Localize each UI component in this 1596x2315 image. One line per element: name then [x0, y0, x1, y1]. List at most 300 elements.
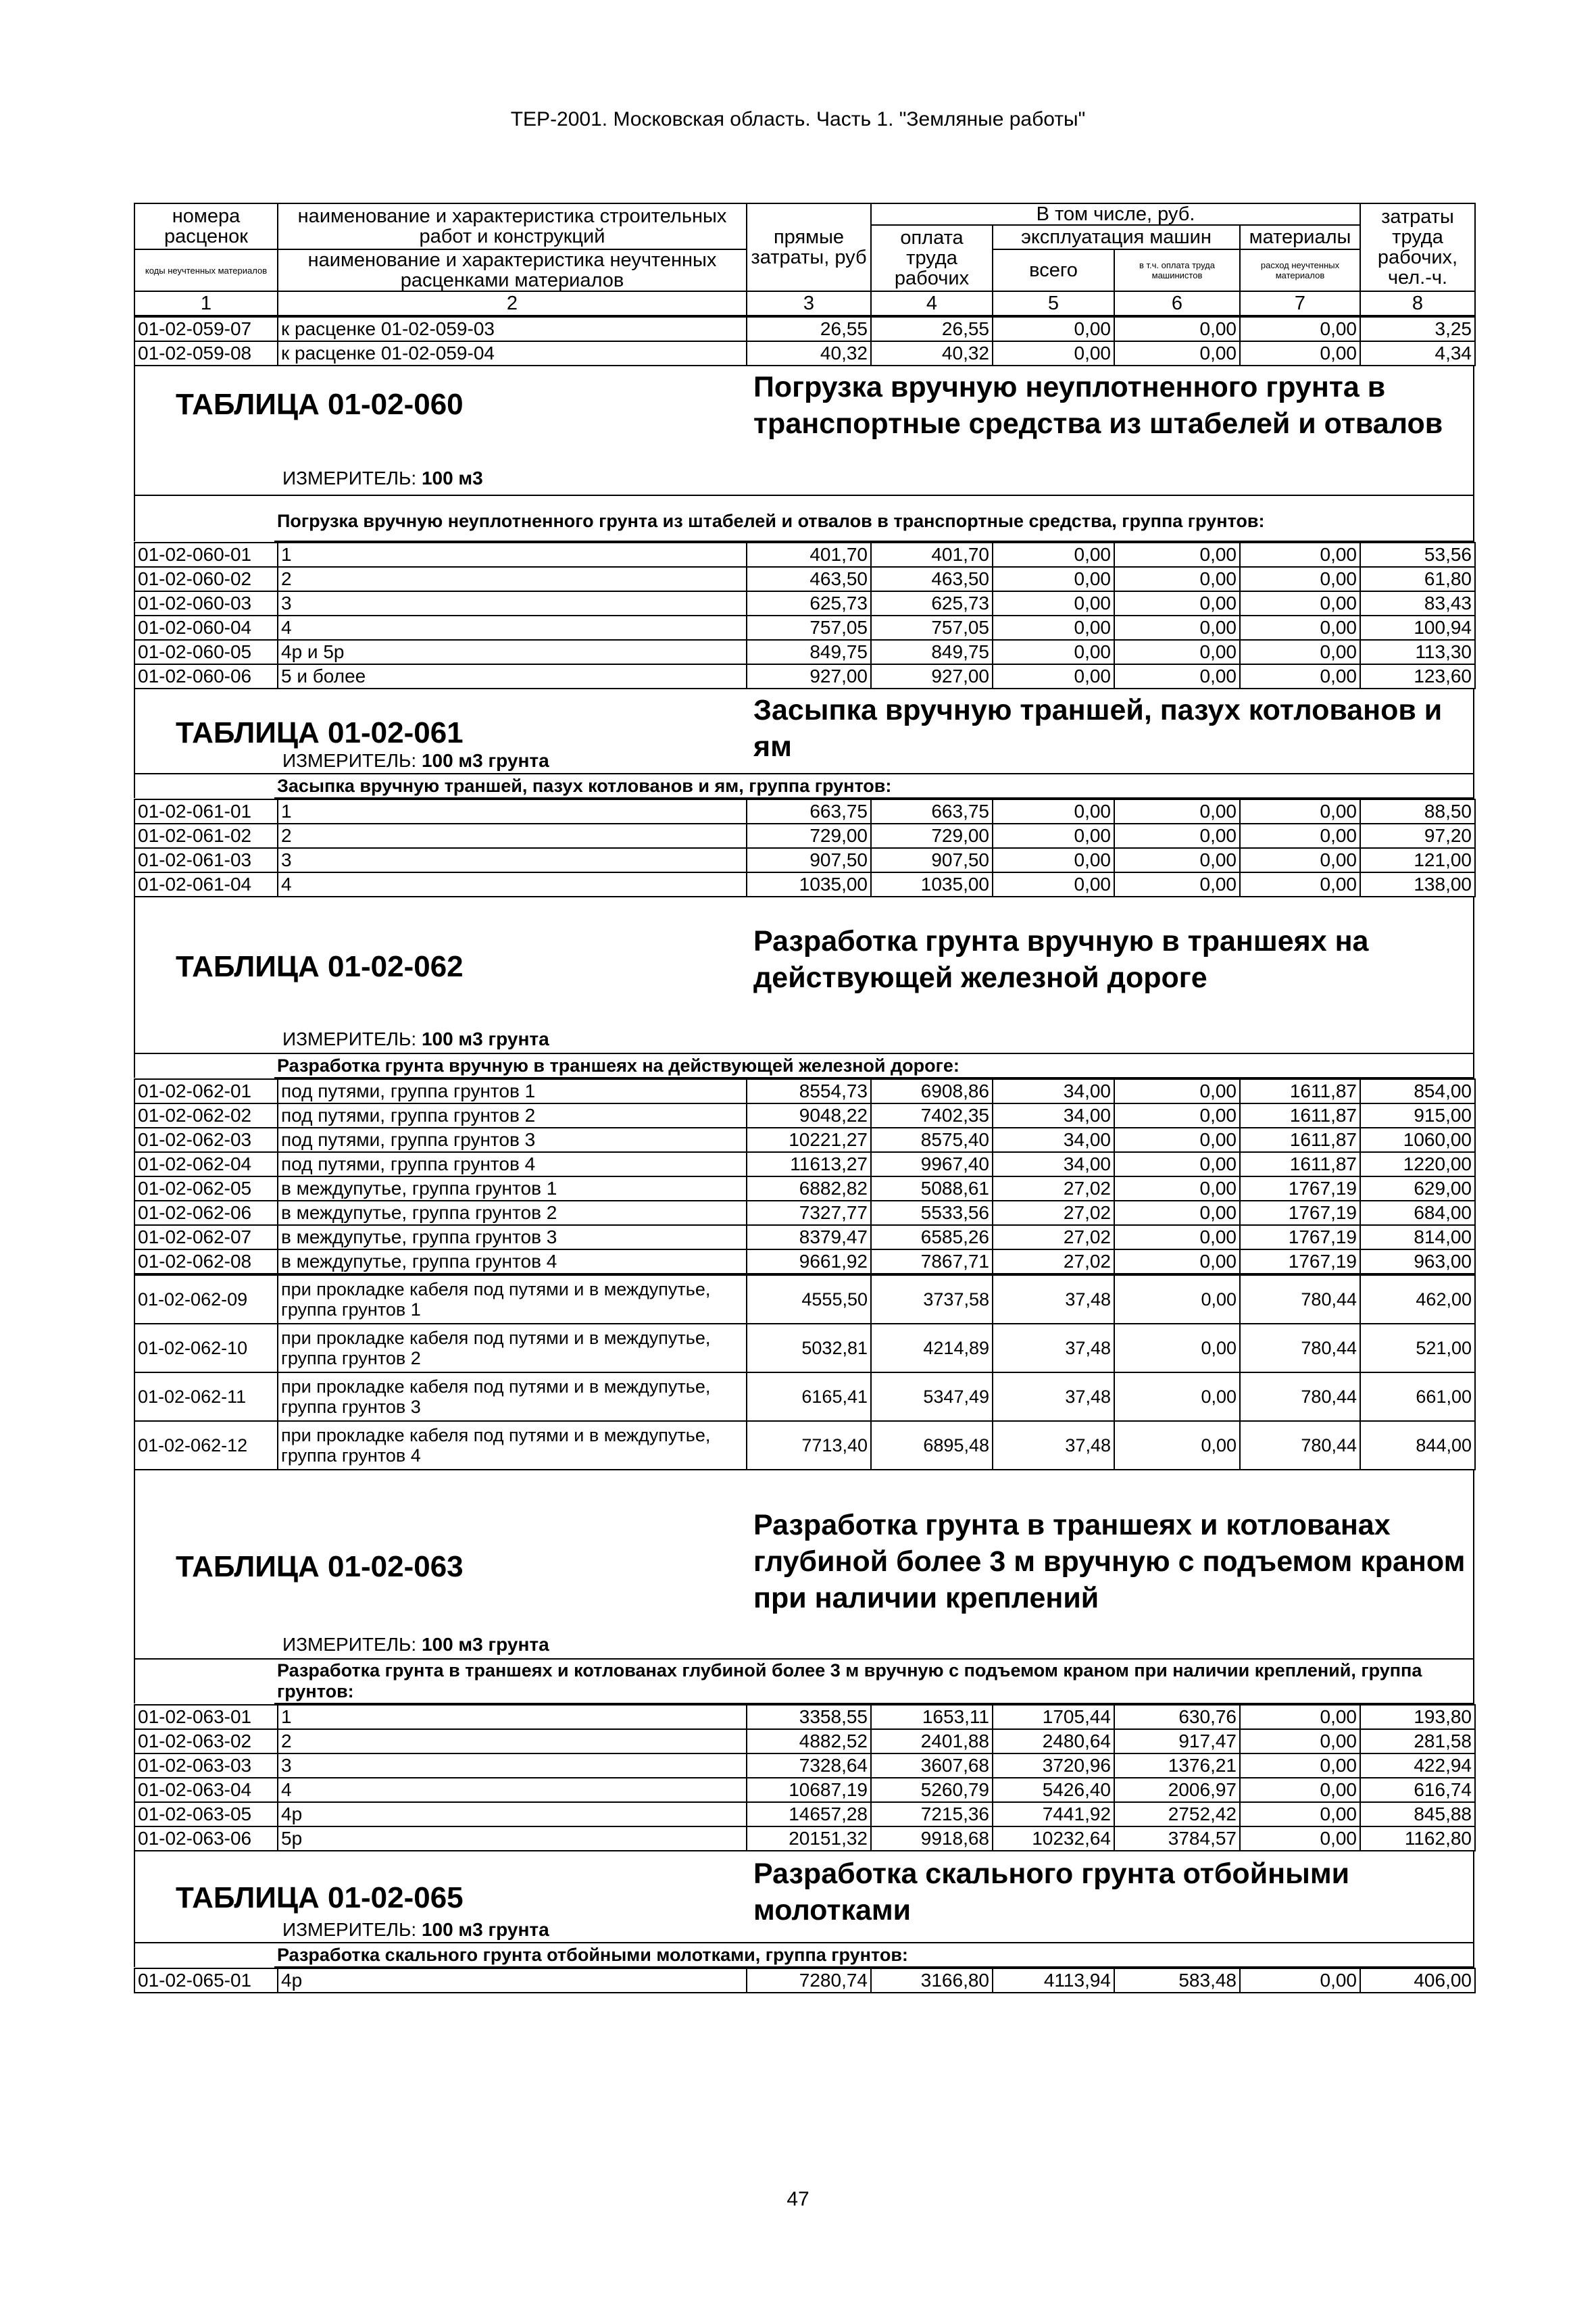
rate-value-6: 0,00: [1114, 1275, 1240, 1324]
rate-value-3: 8554,73: [747, 1079, 871, 1103]
rate-value-4: 2401,88: [871, 1729, 993, 1753]
rate-value-5: 34,00: [993, 1103, 1114, 1128]
table-row: [134, 824, 1475, 848]
rate-value-3: 7280,74: [747, 1968, 871, 1993]
rate-code: 01-02-065-01: [134, 1968, 278, 1993]
rate-value-8: 462,00: [1360, 1275, 1475, 1324]
rate-description: 4: [278, 1778, 747, 1802]
rate-code: 01-02-063-03: [134, 1753, 278, 1778]
header-col6: в т.ч. оплата труда машинистов: [1114, 249, 1240, 291]
rate-code: 01-02-062-02: [134, 1103, 278, 1128]
table-062-rows: [134, 1078, 1476, 1274]
rate-value-5: 0,00: [993, 640, 1114, 664]
rate-value-8: 963,00: [1360, 1249, 1475, 1274]
rate-description: 3: [278, 591, 747, 616]
rate-value-4: 5088,61: [871, 1176, 993, 1201]
rate-description: к расценке 01-02-059-03: [278, 317, 747, 341]
header-col1b: коды неучтенных материалов: [134, 249, 278, 291]
table-row: [134, 1201, 1475, 1225]
rate-value-3: 5032,81: [747, 1324, 871, 1372]
table-060-heading: [134, 366, 1474, 495]
rate-value-8: 616,74: [1360, 1778, 1475, 1802]
page-title: ТЕР-2001. Московская область. Часть 1. "Земляные работы": [510, 108, 1086, 130]
header-col1a: номера расценок: [134, 203, 278, 249]
rate-code: 01-02-062-04: [134, 1152, 278, 1176]
rate-value-3: 10221,27: [747, 1128, 871, 1152]
rate-value-6: 0,00: [1114, 664, 1240, 689]
top-rows-table: [134, 316, 1476, 366]
table-063-group-label: Разработка грунта в траншеях и котлованах глубиной более 3 м вручную с подъемом краном при наличии креплений, группа грунтов:: [274, 1659, 1474, 1703]
rate-value-6: 0,00: [1114, 1128, 1240, 1152]
rate-value-8: 684,00: [1360, 1201, 1475, 1225]
rate-value-5: 0,00: [993, 872, 1114, 897]
rate-value-7: 780,44: [1240, 1324, 1360, 1372]
rate-description: 4: [278, 616, 747, 640]
rate-value-4: 6895,48: [871, 1421, 993, 1470]
rate-code: 01-02-063-06: [134, 1826, 278, 1851]
rate-code: 01-02-062-05: [134, 1176, 278, 1201]
rate-description: 3: [278, 848, 747, 872]
table-065-title: Разработка скального грунта отбойными молотками: [753, 1858, 1350, 1926]
rate-value-6: 0,00: [1114, 1201, 1240, 1225]
rate-value-4: 1653,11: [871, 1705, 993, 1729]
table-061-rows: [134, 799, 1476, 897]
rate-value-3: 26,55: [747, 317, 871, 341]
table-row: [134, 1778, 1475, 1802]
header-num-4: 4: [871, 291, 993, 316]
rate-value-7: 1767,19: [1240, 1249, 1360, 1274]
rate-description: 5 и более: [278, 664, 747, 689]
rate-description: при прокладке кабеля под путями и в междупутье, группа грунтов 2: [278, 1324, 747, 1372]
header-col3: прямые затраты, руб: [747, 203, 871, 291]
rate-value-5: 37,48: [993, 1372, 1114, 1421]
table-060-name: ТАБЛИЦА 01-02-060: [176, 388, 464, 421]
rate-code: 01-02-060-04: [134, 616, 278, 640]
rate-value-7: 0,00: [1240, 1705, 1360, 1729]
rate-value-3: 3358,55: [747, 1705, 871, 1729]
rate-value-3: 663,75: [747, 799, 871, 824]
table-row: [134, 591, 1475, 616]
rate-value-7: 1767,19: [1240, 1176, 1360, 1201]
rate-value-6: 0,00: [1114, 799, 1240, 824]
rate-description: в междупутье, группа грунтов 2: [278, 1201, 747, 1225]
rate-description: 2: [278, 567, 747, 591]
rate-value-6: 0,00: [1114, 567, 1240, 591]
table-row: [134, 567, 1475, 591]
rate-description: 1: [278, 1705, 747, 1729]
table-063-measure: ИЗМЕРИТЕЛЬ: 100 м3 грунта: [282, 1634, 549, 1655]
rate-value-6: 0,00: [1114, 848, 1240, 872]
table-row: [134, 1176, 1475, 1201]
rate-value-5: 27,02: [993, 1176, 1114, 1201]
rate-code: 01-02-062-06: [134, 1201, 278, 1225]
rate-value-4: 7867,71: [871, 1249, 993, 1274]
rate-value-8: 138,00: [1360, 872, 1475, 897]
table-row: [134, 1275, 1475, 1324]
rate-value-6: 917,47: [1114, 1729, 1240, 1753]
rate-value-7: 0,00: [1240, 1802, 1360, 1826]
header-col8: затраты труда рабочих, чел.-ч.: [1360, 203, 1475, 291]
table-row: [134, 1079, 1475, 1103]
rate-code: 01-02-063-01: [134, 1705, 278, 1729]
rate-value-3: 4555,50: [747, 1275, 871, 1324]
rate-value-5: 4113,94: [993, 1968, 1114, 1993]
table-060-group: [134, 495, 1474, 542]
table-065-heading: [134, 1851, 1474, 1942]
rate-value-4: 463,50: [871, 567, 993, 591]
rate-description: 4р и 5р: [278, 640, 747, 664]
rate-value-4: 6908,86: [871, 1079, 993, 1103]
table-row: [134, 1826, 1475, 1851]
rate-value-3: 7328,64: [747, 1753, 871, 1778]
rate-value-4: 729,00: [871, 824, 993, 848]
header-num-1: 1: [134, 291, 278, 316]
rate-value-6: 0,00: [1114, 1421, 1240, 1470]
rate-value-8: 3,25: [1360, 317, 1475, 341]
rate-value-8: 121,00: [1360, 848, 1475, 872]
rate-value-3: 6165,41: [747, 1372, 871, 1421]
rate-value-8: 422,94: [1360, 1753, 1475, 1778]
table-060-group-label: Погрузка вручную неуплотненного грунта из штабелей и отвалов в транспортные средства, группа грунтов:: [274, 495, 1474, 541]
rate-value-6: 2006,97: [1114, 1778, 1240, 1802]
rate-value-7: 0,00: [1240, 1826, 1360, 1851]
rate-value-6: 0,00: [1114, 1249, 1240, 1274]
table-062-group: [134, 1053, 1474, 1078]
rate-value-7: 0,00: [1240, 799, 1360, 824]
rate-value-4: 6585,26: [871, 1225, 993, 1249]
rate-value-8: 193,80: [1360, 1705, 1475, 1729]
header-col2b: наименование и характеристика неучтенных расценками материалов: [278, 249, 747, 291]
rate-value-5: 37,48: [993, 1275, 1114, 1324]
table-row: [134, 317, 1475, 341]
table-row: [134, 1421, 1475, 1470]
rate-value-5: 2480,64: [993, 1729, 1114, 1753]
table-row: [134, 664, 1475, 689]
rate-value-5: 5426,40: [993, 1778, 1114, 1802]
rate-value-5: 34,00: [993, 1128, 1114, 1152]
rate-value-6: 0,00: [1114, 640, 1240, 664]
table-row: [134, 616, 1475, 640]
rate-value-8: 1162,80: [1360, 1826, 1475, 1851]
rate-value-3: 40,32: [747, 341, 871, 366]
rate-value-5: 27,02: [993, 1201, 1114, 1225]
rate-value-4: 907,50: [871, 848, 993, 872]
rate-code: 01-02-060-02: [134, 567, 278, 591]
rate-value-5: 0,00: [993, 317, 1114, 341]
table-062-title: Разработка грунта вручную в траншеях на действующей железной дороге: [753, 925, 1369, 994]
rate-value-8: 61,80: [1360, 567, 1475, 591]
rate-value-6: 0,00: [1114, 1103, 1240, 1128]
rate-description: в междупутье, группа грунтов 4: [278, 1249, 747, 1274]
rate-value-6: 583,48: [1114, 1968, 1240, 1993]
rate-value-3: 849,75: [747, 640, 871, 664]
rate-value-8: 123,60: [1360, 664, 1475, 689]
rate-value-5: 0,00: [993, 616, 1114, 640]
rate-value-3: 6882,82: [747, 1176, 871, 1201]
rate-value-4: 26,55: [871, 317, 993, 341]
header-num-2: 2: [278, 291, 747, 316]
header-num-5: 5: [993, 291, 1114, 316]
rate-code: 01-02-061-01: [134, 799, 278, 824]
page-number: 47: [787, 2188, 809, 2210]
rate-value-6: 0,00: [1114, 1176, 1240, 1201]
rate-value-4: 625,73: [871, 591, 993, 616]
rate-description: под путями, группа грунтов 3: [278, 1128, 747, 1152]
table-061-heading: [134, 689, 1474, 773]
rate-value-7: 0,00: [1240, 543, 1360, 567]
rate-value-8: 83,43: [1360, 591, 1475, 616]
rate-value-3: 10687,19: [747, 1778, 871, 1802]
header-num-8: 8: [1360, 291, 1475, 316]
rate-code: 01-02-062-09: [134, 1275, 278, 1324]
table-row: [134, 799, 1475, 824]
column-header-table: [134, 203, 1476, 316]
table-row: [134, 1802, 1475, 1826]
table-row: [134, 1729, 1475, 1753]
rate-code: 01-02-062-01: [134, 1079, 278, 1103]
table-row: [134, 1225, 1475, 1249]
rate-value-5: 34,00: [993, 1152, 1114, 1176]
rate-value-5: 1705,44: [993, 1705, 1114, 1729]
rate-value-4: 927,00: [871, 664, 993, 689]
rate-value-3: 729,00: [747, 824, 871, 848]
rate-code: 01-02-062-03: [134, 1128, 278, 1152]
rate-code: 01-02-059-07: [134, 317, 278, 341]
table-065-measure: ИЗМЕРИТЕЛЬ: 100 м3 грунта: [282, 1919, 549, 1940]
rate-value-6: 0,00: [1114, 1152, 1240, 1176]
rate-value-5: 0,00: [993, 567, 1114, 591]
table-row: [134, 1372, 1475, 1421]
rate-code: 01-02-061-03: [134, 848, 278, 872]
rate-value-5: 37,48: [993, 1324, 1114, 1372]
rate-value-4: 5347,49: [871, 1372, 993, 1421]
rate-value-6: 0,00: [1114, 1225, 1240, 1249]
table-062-tall-rows: [134, 1274, 1476, 1470]
rate-value-6: 0,00: [1114, 824, 1240, 848]
rate-value-7: 780,44: [1240, 1275, 1360, 1324]
rate-value-8: 406,00: [1360, 1968, 1475, 1993]
rate-code: 01-02-062-12: [134, 1421, 278, 1470]
rate-value-8: 629,00: [1360, 1176, 1475, 1201]
rate-value-3: 9661,92: [747, 1249, 871, 1274]
table-065-group-label: Разработка скального грунта отбойными молотками, группа грунтов:: [274, 1943, 1474, 1967]
rate-value-6: 3784,57: [1114, 1826, 1240, 1851]
header-num-7: 7: [1240, 291, 1360, 316]
rate-value-8: 814,00: [1360, 1225, 1475, 1249]
rate-value-4: 9967,40: [871, 1152, 993, 1176]
rate-value-6: 0,00: [1114, 543, 1240, 567]
table-061-title: Засыпка вручную траншей, пазух котлованов и ям: [753, 694, 1443, 763]
rate-value-5: 3720,96: [993, 1753, 1114, 1778]
rate-value-6: 0,00: [1114, 317, 1240, 341]
rate-value-6: 0,00: [1114, 341, 1240, 366]
rate-description: под путями, группа грунтов 2: [278, 1103, 747, 1128]
rate-value-5: 0,00: [993, 664, 1114, 689]
rate-value-7: 1767,19: [1240, 1201, 1360, 1225]
rate-description: 3: [278, 1753, 747, 1778]
rate-description: 4р: [278, 1802, 747, 1826]
table-063-title: Разработка грунта в траншеях и котлованах глубиной более 3 м вручную с подъемом краном при наличии креплений: [753, 1509, 1466, 1614]
table-061-measure: ИЗМЕРИТЕЛЬ: 100 м3 грунта: [282, 750, 549, 771]
rate-value-7: 780,44: [1240, 1421, 1360, 1470]
table-060-title: Погрузка вручную неуплотненного грунта в транспортные средства из штабелей и отвалов: [753, 371, 1443, 440]
rate-value-5: 7441,92: [993, 1802, 1114, 1826]
rate-value-7: 0,00: [1240, 591, 1360, 616]
header-col7b: расход неучтенных материалов: [1240, 249, 1360, 291]
table-062-heading: [134, 897, 1474, 1053]
rate-description: в междупутье, группа грунтов 3: [278, 1225, 747, 1249]
header-col5: всего: [993, 249, 1114, 291]
rate-value-8: 100,94: [1360, 616, 1475, 640]
table-061-group-label: Засыпка вручную траншей, пазух котлованов и ям, группа грунтов:: [274, 774, 1474, 798]
header-num-6: 6: [1114, 291, 1240, 316]
rate-value-8: 113,30: [1360, 640, 1475, 664]
rate-value-4: 5260,79: [871, 1778, 993, 1802]
table-row: [134, 640, 1475, 664]
table-row: [134, 1705, 1475, 1729]
table-062-measure: ИЗМЕРИТЕЛЬ: 100 м3 грунта: [282, 1028, 549, 1049]
rate-value-6: 0,00: [1114, 591, 1240, 616]
table-065-group: [134, 1942, 1474, 1968]
rate-value-7: 0,00: [1240, 1968, 1360, 1993]
rate-value-8: 1060,00: [1360, 1128, 1475, 1152]
rate-value-8: 661,00: [1360, 1372, 1475, 1421]
rate-value-8: 845,88: [1360, 1802, 1475, 1826]
rate-description: при прокладке кабеля под путями и в междупутье, группа грунтов 3: [278, 1372, 747, 1421]
rate-value-8: 844,00: [1360, 1421, 1475, 1470]
rate-value-6: 0,00: [1114, 872, 1240, 897]
rate-value-7: 0,00: [1240, 664, 1360, 689]
rate-code: 01-02-062-11: [134, 1372, 278, 1421]
rate-code: 01-02-063-04: [134, 1778, 278, 1802]
rate-value-5: 0,00: [993, 341, 1114, 366]
rate-value-6: 0,00: [1114, 1372, 1240, 1421]
rate-value-6: 0,00: [1114, 616, 1240, 640]
rate-value-7: 0,00: [1240, 872, 1360, 897]
table-row: [134, 341, 1475, 366]
rate-value-5: 37,48: [993, 1421, 1114, 1470]
table-063-rows: [134, 1704, 1476, 1851]
rate-value-3: 7713,40: [747, 1421, 871, 1470]
rate-description: 2: [278, 1729, 747, 1753]
rate-value-8: 1220,00: [1360, 1152, 1475, 1176]
table-062-name: ТАБЛИЦА 01-02-062: [176, 950, 464, 983]
rate-value-3: 11613,27: [747, 1152, 871, 1176]
rate-value-7: 0,00: [1240, 640, 1360, 664]
rate-description: 4: [278, 872, 747, 897]
rate-value-4: 3737,58: [871, 1275, 993, 1324]
rate-value-3: 401,70: [747, 543, 871, 567]
table-row: [134, 543, 1475, 567]
rate-value-4: 4214,89: [871, 1324, 993, 1372]
rate-value-5: 27,02: [993, 1249, 1114, 1274]
rate-description: 5р: [278, 1826, 747, 1851]
header-col-group: В том числе, руб.: [871, 203, 1360, 225]
header-col-machines: эксплуатация машин: [993, 225, 1240, 249]
rate-value-4: 1035,00: [871, 872, 993, 897]
rate-code: 01-02-061-02: [134, 824, 278, 848]
rate-value-4: 3166,80: [871, 1968, 993, 1993]
table-061-group: [134, 773, 1474, 799]
rate-value-4: 663,75: [871, 799, 993, 824]
rate-value-5: 0,00: [993, 591, 1114, 616]
rate-value-7: 1611,87: [1240, 1152, 1360, 1176]
rate-value-5: 0,00: [993, 543, 1114, 567]
rate-value-3: 20151,32: [747, 1826, 871, 1851]
rate-value-4: 5533,56: [871, 1201, 993, 1225]
rate-value-3: 4882,52: [747, 1729, 871, 1753]
rate-value-7: 0,00: [1240, 1778, 1360, 1802]
rate-value-3: 757,05: [747, 616, 871, 640]
table-row: [134, 872, 1475, 897]
rate-code: 01-02-062-07: [134, 1225, 278, 1249]
rate-value-7: 0,00: [1240, 567, 1360, 591]
rate-value-8: 854,00: [1360, 1079, 1475, 1103]
table-065-rows: [134, 1968, 1476, 1993]
rate-value-3: 625,73: [747, 591, 871, 616]
rate-code: 01-02-062-08: [134, 1249, 278, 1274]
rate-value-5: 0,00: [993, 799, 1114, 824]
rate-value-4: 401,70: [871, 543, 993, 567]
rate-code: 01-02-059-08: [134, 341, 278, 366]
rate-value-7: 0,00: [1240, 1753, 1360, 1778]
rate-description: к расценке 01-02-059-04: [278, 341, 747, 366]
rate-value-8: 281,58: [1360, 1729, 1475, 1753]
rate-value-3: 8379,47: [747, 1225, 871, 1249]
rate-value-7: 780,44: [1240, 1372, 1360, 1421]
table-061-name: ТАБЛИЦА 01-02-061: [176, 716, 464, 749]
table-row: [134, 1753, 1475, 1778]
rate-value-3: 14657,28: [747, 1802, 871, 1826]
rate-value-7: 1611,87: [1240, 1079, 1360, 1103]
table-row: [134, 1152, 1475, 1176]
rate-value-5: 0,00: [993, 824, 1114, 848]
rate-value-6: 0,00: [1114, 1079, 1240, 1103]
table-062-group-label: Разработка грунта вручную в траншеях на действующей железной дороге:: [274, 1053, 1474, 1078]
rate-value-8: 88,50: [1360, 799, 1475, 824]
rate-code: 01-02-060-01: [134, 543, 278, 567]
table-row: [134, 1968, 1475, 1993]
rate-value-8: 915,00: [1360, 1103, 1475, 1128]
table-060-measure: ИЗМЕРИТЕЛЬ: 100 м3: [282, 468, 483, 489]
header-col2a: наименование и характеристика строительных работ и конструкций: [278, 203, 747, 249]
rate-value-7: 0,00: [1240, 317, 1360, 341]
table-063-name: ТАБЛИЦА 01-02-063: [176, 1550, 464, 1583]
rate-description: 1: [278, 799, 747, 824]
rate-value-7: 1767,19: [1240, 1225, 1360, 1249]
rate-description: при прокладке кабеля под путями и в междупутье, группа грунтов 4: [278, 1421, 747, 1470]
rate-value-8: 4,34: [1360, 341, 1475, 366]
table-row: [134, 1249, 1475, 1274]
rate-value-5: 27,02: [993, 1225, 1114, 1249]
rate-value-3: 1035,00: [747, 872, 871, 897]
rate-value-4: 8575,40: [871, 1128, 993, 1152]
rate-value-4: 757,05: [871, 616, 993, 640]
rate-code: 01-02-061-04: [134, 872, 278, 897]
rate-value-6: 1376,21: [1114, 1753, 1240, 1778]
rate-value-3: 7327,77: [747, 1201, 871, 1225]
rate-code: 01-02-062-10: [134, 1324, 278, 1372]
rate-value-5: 34,00: [993, 1079, 1114, 1103]
rate-value-4: 7215,36: [871, 1802, 993, 1826]
rate-value-6: 2752,42: [1114, 1802, 1240, 1826]
rate-code: 01-02-063-05: [134, 1802, 278, 1826]
rate-value-3: 907,50: [747, 848, 871, 872]
rate-code: 01-02-060-06: [134, 664, 278, 689]
rate-value-4: 9918,68: [871, 1826, 993, 1851]
rate-value-8: 97,20: [1360, 824, 1475, 848]
rate-value-4: 7402,35: [871, 1103, 993, 1128]
